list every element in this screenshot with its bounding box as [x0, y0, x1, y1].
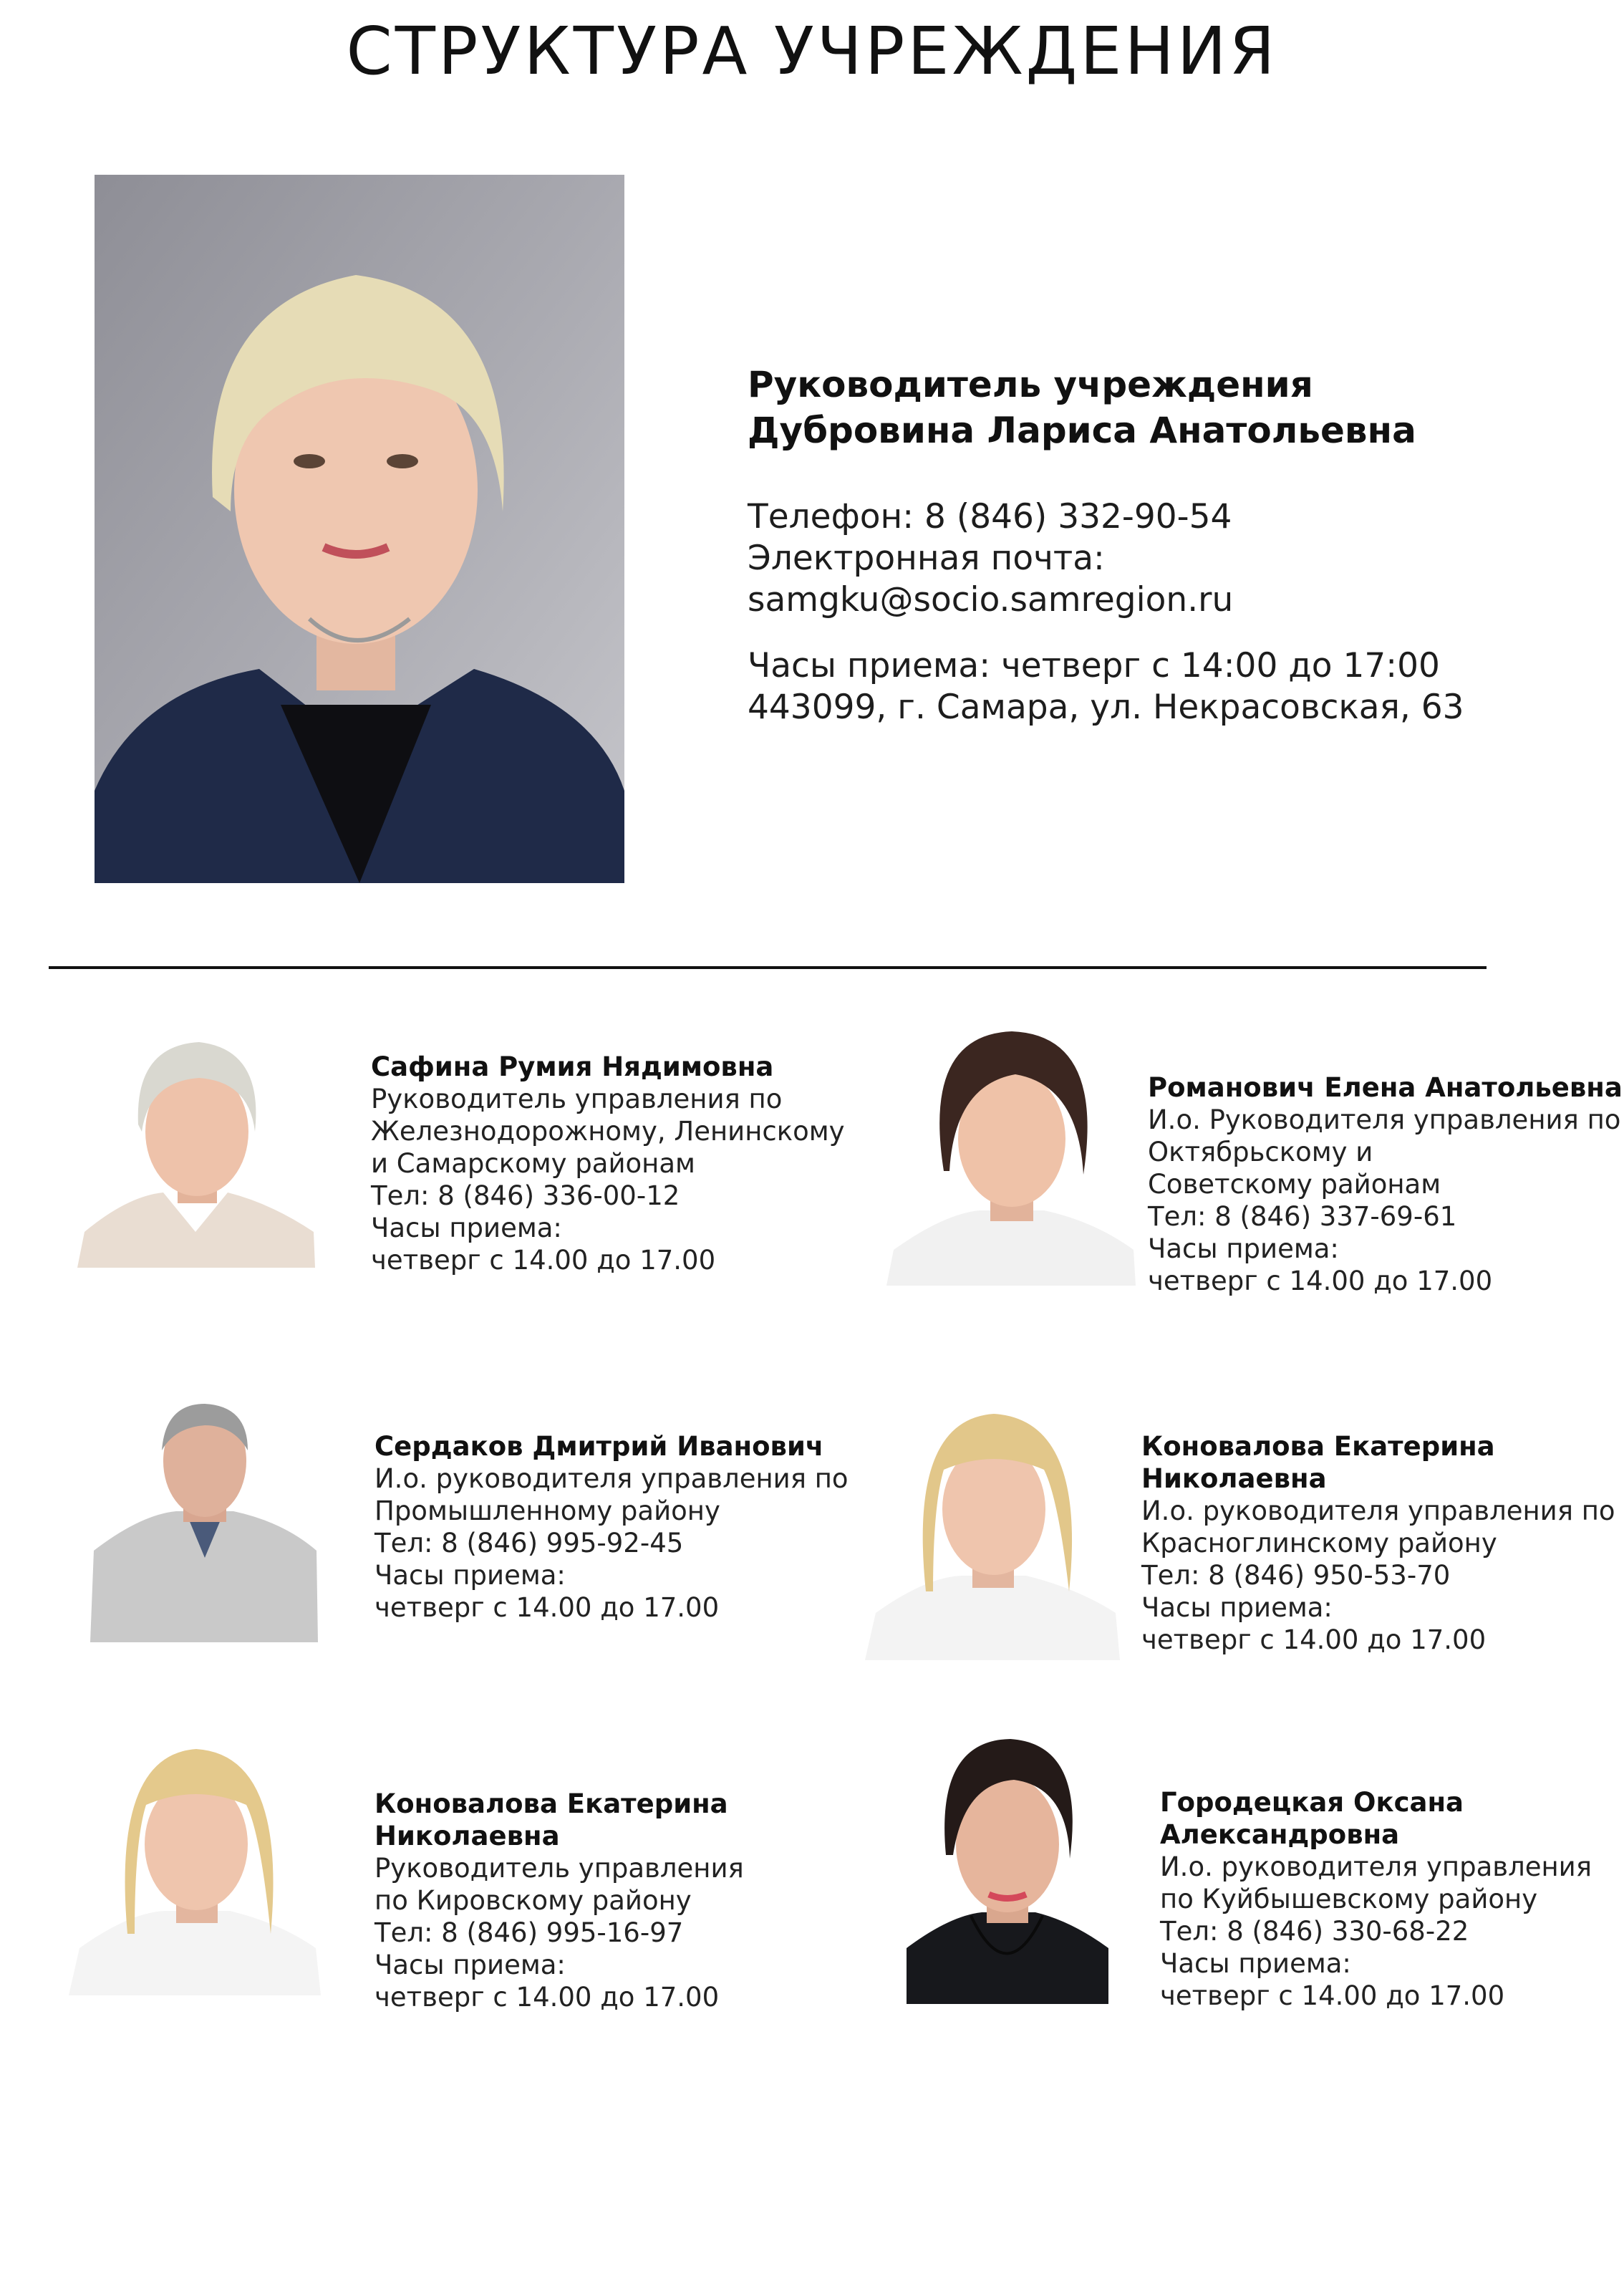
staff-phone: Тел: 8 (846) 330-68-22	[1160, 1916, 1469, 1947]
staff-phone: Тел: 8 (846) 337-69-61	[1148, 1201, 1457, 1232]
staff-position: Железнодорожному, Ленинскому	[371, 1116, 845, 1147]
staff-position: по Кировскому району	[374, 1885, 692, 1916]
staff-hours-label: Часы приема:	[374, 1950, 566, 1980]
staff-card	[1141, 1430, 1624, 1656]
head-email-label: Электронная почта:	[748, 539, 1105, 578]
staff-hours-label: Часы приема:	[1148, 1233, 1339, 1264]
staff-hours: четверг с 14.00 до 17.00	[371, 1245, 716, 1276]
head-contacts	[748, 496, 1592, 621]
staff-name: Городецкая Оксана	[1160, 1787, 1464, 1818]
staff-name: Романович Елена Анатольевна	[1148, 1072, 1623, 1103]
staff-position: И.о. руководителя управления по	[374, 1463, 849, 1494]
staff-position: Руководитель управления по	[371, 1084, 783, 1114]
staff-photo	[69, 1740, 321, 1995]
staff-position: Октябрьскому и	[1148, 1137, 1373, 1167]
staff-card	[1148, 1071, 1624, 1297]
staff-position: И.о. руководителя управления по	[1141, 1495, 1615, 1526]
head-name: Дубровина Лариса Анатольевна	[748, 410, 1416, 451]
head-hours: Часы приема: четверг с 14:00 до 17:00	[748, 646, 1440, 685]
staff-photo	[90, 1400, 318, 1642]
staff-name: Николаевна	[374, 1821, 560, 1851]
head-address: 443099, г. Самара, ул. Некрасовская, 63	[748, 688, 1464, 727]
staff-card	[1160, 1786, 1624, 2012]
staff-phone: Тел: 8 (846) 995-16-97	[374, 1917, 684, 1948]
staff-photo	[865, 1405, 1120, 1660]
staff-hours: четверг с 14.00 до 17.00	[1141, 1624, 1487, 1655]
head-reception	[748, 645, 1592, 728]
staff-position: Советскому районам	[1148, 1169, 1441, 1200]
staff-photo	[886, 1021, 1136, 1286]
staff-position: И.о. Руководителя управления по	[1148, 1104, 1621, 1135]
staff-card	[371, 1051, 886, 1276]
section-divider	[49, 966, 1487, 969]
staff-hours: четверг с 14.00 до 17.00	[1160, 1980, 1505, 2011]
staff-phone: Тел: 8 (846) 336-00-12	[371, 1180, 680, 1211]
staff-name: Сердаков Дмитрий Иванович	[374, 1431, 824, 1462]
head-phone: Телефон: 8 (846) 332-90-54	[748, 497, 1232, 536]
staff-name: Николаевна	[1141, 1463, 1327, 1494]
staff-card	[374, 1788, 890, 2013]
staff-hours: четверг с 14.00 до 17.00	[374, 1592, 720, 1623]
head-info	[748, 362, 1592, 728]
page-title: СТРУКТУРА УЧРЕЖДЕНИЯ	[346, 13, 1278, 90]
staff-position: и Самарскому районам	[371, 1148, 695, 1179]
staff-phone: Тел: 8 (846) 995-92-45	[374, 1528, 684, 1558]
staff-hours: четверг с 14.00 до 17.00	[1148, 1266, 1493, 1296]
staff-photo	[907, 1733, 1108, 2004]
staff-phone: Тел: 8 (846) 950-53-70	[1141, 1560, 1451, 1591]
head-role: Руководитель учреждения	[748, 364, 1313, 405]
staff-hours: четверг с 14.00 до 17.00	[374, 1982, 720, 2013]
staff-position: И.о. руководителя управления	[1160, 1851, 1592, 1882]
staff-position: Промышленному району	[374, 1495, 720, 1526]
staff-name: Александровна	[1160, 1819, 1400, 1850]
staff-hours-label: Часы приема:	[374, 1560, 566, 1591]
staff-name: Коновалова Екатерина	[1141, 1431, 1495, 1462]
staff-position: Красноглинскому району	[1141, 1528, 1497, 1558]
staff-hours-label: Часы приема:	[371, 1213, 562, 1243]
head-portrait	[95, 175, 624, 883]
staff-card	[374, 1430, 890, 1624]
staff-photo	[77, 1024, 315, 1268]
staff-hours-label: Часы приема:	[1160, 1948, 1351, 1979]
staff-name: Коновалова Екатерина	[374, 1788, 728, 1819]
staff-position: по Куйбышевскому району	[1160, 1884, 1538, 1914]
staff-hours-label: Часы приема:	[1141, 1592, 1333, 1623]
staff-position: Руководитель управления	[374, 1853, 744, 1884]
head-email[interactable]: samgku@socio.samregion.ru	[748, 580, 1234, 620]
staff-name: Сафина Румия Нядимовна	[371, 1051, 774, 1082]
